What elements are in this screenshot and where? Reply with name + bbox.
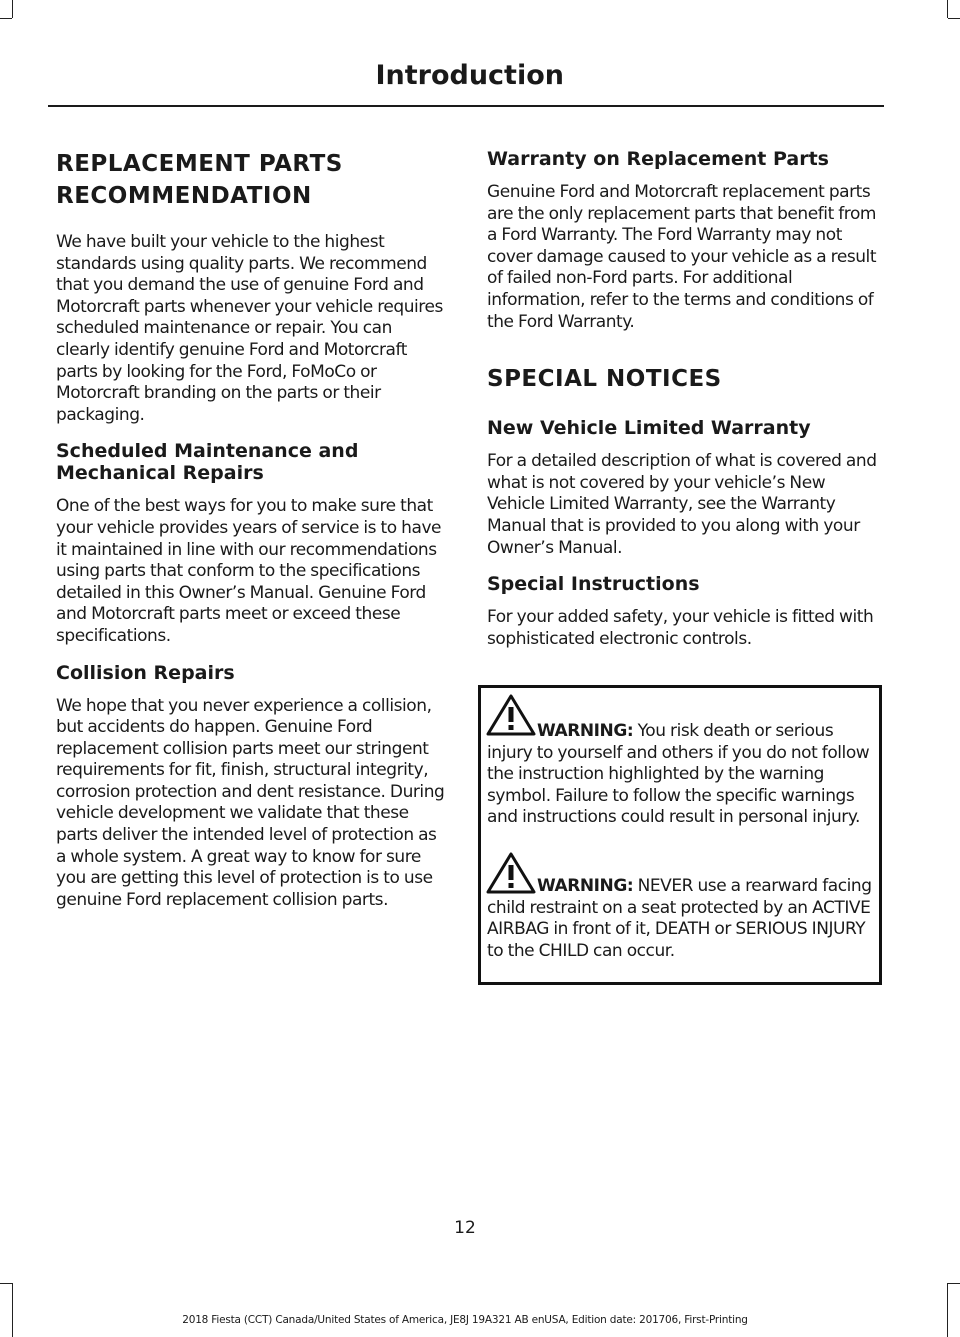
subheading-scheduled-maintenance: Scheduled Maintenance and Mechanical Repairs <box>56 440 359 485</box>
warning-label: WARNING: <box>537 876 634 896</box>
warning-body: You risk death or serious injury to yourself and others if you do not follow the instruction highlighted by the warning symbol. Failure to follow the specific warnings and instructions could result in personal injury. <box>487 721 870 828</box>
paragraph-warranty: Genuine Ford and Motorcraft replacement parts are the only replacement parts that benefit from a Ford Warranty. The Ford Warranty may not cover damage caused to your vehicle as a result of failed non-Ford parts. For additional information, refer to the terms and conditions of the Ford Warranty. <box>487 182 877 332</box>
crop-mark <box>12 1283 13 1337</box>
footer-edition-info: 2018 Fiesta (CCT) Canada/United States of America, JE8J 19A321 AB enUSA, Edition date: 201706, First-Printing <box>182 1314 748 1326</box>
warning-item <box>487 876 879 962</box>
section-heading-replacement-parts: REPLACEMENT PARTS RECOMMENDATION <box>56 151 343 209</box>
section-heading-special-notices: SPECIAL NOTICES <box>487 366 722 393</box>
page-number: 12 <box>454 1218 476 1238</box>
crop-mark <box>948 18 960 19</box>
crop-mark <box>948 1283 960 1284</box>
paragraph-special-instructions: For your added safety, your vehicle is fitted with sophisticated electronic controls. <box>487 607 874 649</box>
warning-text <box>487 721 879 829</box>
subheading-new-vehicle-warranty: New Vehicle Limited Warranty <box>487 417 811 440</box>
warning-box <box>478 685 882 985</box>
warning-text <box>487 876 879 962</box>
subheading-warranty-replacement-parts: Warranty on Replacement Parts <box>487 148 829 170</box>
paragraph-scheduled-maintenance: One of the best ways for you to make sure that your vehicle provides years of service is to have it maintained in line with our recommendations using parts that conform to the specifications detailed in this Owner’s Manual. Genuine Ford and Motorcraft parts meet or exceed these specifications. <box>56 496 442 646</box>
warning-label: WARNING: <box>537 721 634 741</box>
subheading-special-instructions: Special Instructions <box>487 573 700 596</box>
page-title: Introduction <box>375 60 564 91</box>
warning-body: NEVER use a rearward facing child restraint on a seat protected by an ACTIVE AIRBAG in front of it, DEATH or SERIOUS INJURY to the CHILD can occur. <box>487 876 872 961</box>
subheading-collision-repairs: Collision Repairs <box>56 661 235 684</box>
warning-item <box>487 721 879 829</box>
crop-mark <box>0 1283 12 1284</box>
crop-mark <box>947 0 948 18</box>
crop-mark <box>947 1283 948 1337</box>
crop-mark <box>0 18 12 19</box>
left-column <box>56 140 448 925</box>
paragraph-collision-repairs: We hope that you never experience a collision, but accidents do happen. Genuine Ford replacement collision parts meet our stringent requirements for fit, finish, structural integrity, corrosion protection and dent resistance. During vehicle development we validate that these parts deliver the intended level of protection as a whole system. A great way to know for sure you are getting this level of protection is to use genuine Ford replacement collision parts. <box>56 695 445 910</box>
paragraph-new-vehicle-warranty: For a detailed description of what is covered and what is not covered by your vehicle’s New Vehicle Limited Warranty, see the Warranty Manual that is provided to you along with your Owner’s Manual. <box>487 451 877 558</box>
right-column <box>487 140 882 664</box>
header-divider <box>48 105 884 107</box>
crop-mark <box>12 0 13 18</box>
paragraph-replacement-parts: We have built your vehicle to the highest standards using quality parts. We recommend that you demand the use of genuine Ford and Motorcraft parts whenever your vehicle requires scheduled maintenance or repair. You can clearly identify genuine Ford and Motorcraft parts by looking for the Ford, FoMoCo or Motorcraft branding on the parts or their packaging. <box>56 232 443 425</box>
